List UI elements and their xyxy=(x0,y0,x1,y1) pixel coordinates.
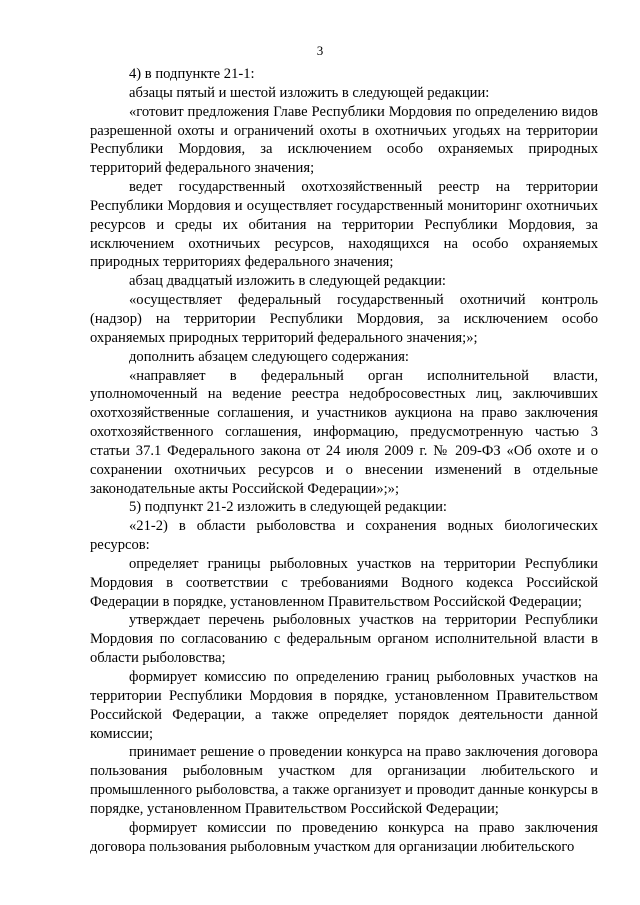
paragraph: формирует комиссию по определению границ рыболовных участков на территории Республики Мордовия в порядке, установленном Правительством Российской Федерации, а также определяет порядок деятельности данной комиссии; xyxy=(90,669,598,742)
document-body xyxy=(90,65,598,856)
paragraph: «осуществляет федеральный государственный охотничий контроль (надзор) на территории Республики Мордовия, за исключением особо охраняемых природных территорий федерального значения;»; xyxy=(90,292,598,346)
paragraph: принимает решение о проведении конкурса на право заключения договора пользования рыболовным участком для организации любительского и промышленного рыболовства, а также организует и проводит данные конкурсы в порядке, установленном Правительством Российской Федерации; xyxy=(90,744,598,817)
paragraph: абзац двадцатый изложить в следующей редакции: xyxy=(129,273,446,290)
paragraph: ведет государственный охотхозяйственный реестр на территории Республики Мордовия и осуществляет государственный мониторинг охотничьих ресурсов и среды их обитания на территории Республики Мордовия, за исключением охотничьих ресурсов, находящихся на особо охраняемых природных территориях федерального значения; xyxy=(90,179,598,271)
paragraph: определяет границы рыболовных участков на территории Республики Мордовия в соответствии с требованиями Водного кодекса Российской Федерации в порядке, установленном Правительством Российской Федерации; xyxy=(90,555,598,610)
page-number: 3 xyxy=(316,43,324,58)
paragraph: «21-2) в области рыболовства и сохранения водных биологических ресурсов: xyxy=(90,518,598,554)
paragraph: 4) в подпункте 21-1: xyxy=(129,66,255,82)
paragraph: 5) подпункт 21-2 изложить в следующей редакции: xyxy=(129,499,447,516)
paragraph: абзацы пятый и шестой изложить в следующей редакции: xyxy=(129,84,490,101)
paragraph: формирует комиссии по проведению конкурса на право заключения договора пользования рыболовным участком для организации любительского xyxy=(90,819,598,855)
paragraph: дополнить абзацем следующего содержания: xyxy=(129,348,409,365)
paragraph: утверждает перечень рыболовных участков на территории Республики Мордовия по согласованию с федеральным органом исполнительной власти в области рыболовства; xyxy=(90,612,598,667)
paragraph: «направляет в федеральный орган исполнительной власти, уполномоченный на ведение реестра недобросовестных лиц, заключивших охотхозяйственные соглашения, и участников аукциона на право заключения охотхозяйственного соглашения, информацию, предусмотренную частью 3 статьи 37.1 Федерального закона от 24 июля 2009 г. № 209-ФЗ «Об охоте и о сохранении охотничьих ресурсов и о внесении изменений в отдельные законодательные акты Российской Федерации»;»; xyxy=(90,367,598,497)
paragraph: «готовит предложения Главе Республики Мордовия по определению видов разрешенной охоты и ограничений охоты в охотничьих угодьях на территории Республики Мордовия, за исключением особо охраняемых природных территорий федерального значения; xyxy=(90,103,598,177)
